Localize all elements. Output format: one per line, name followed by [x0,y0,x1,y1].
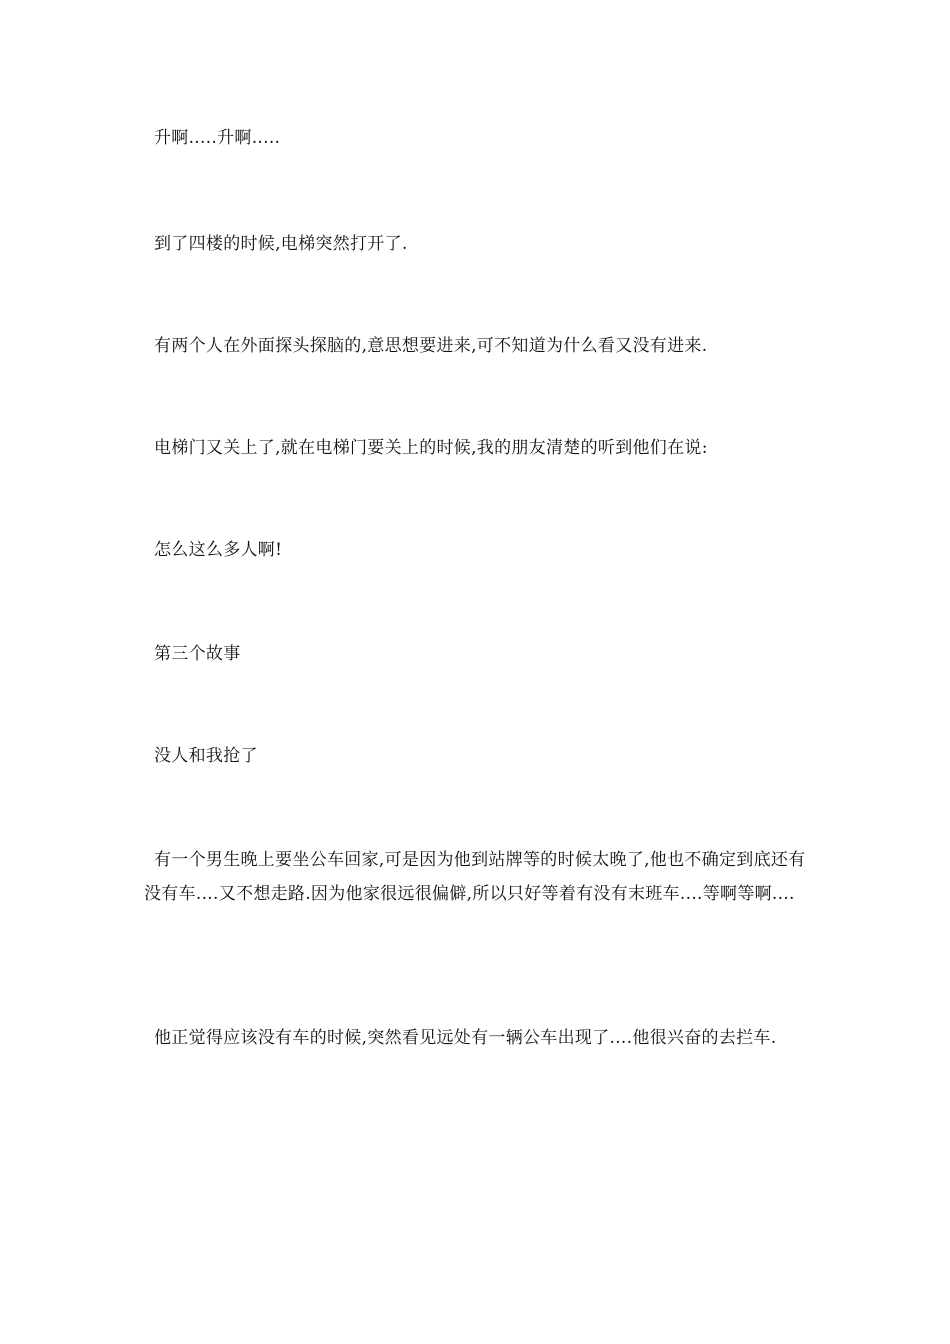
paragraph [144,533,809,567]
paragraph-text: 电梯门又关上了,就在电梯门要关上的时候,我的朋友清楚的听到他们在说: [154,438,708,458]
paragraph [144,1021,809,1055]
paragraph-text: 升啊.....升啊..... [154,128,281,148]
story-title-text: 没人和我抢了 [154,746,258,766]
paragraph [144,121,809,155]
paragraph-text: 有一个男生晚上要坐公车回家,可是因为他到站牌等的时候太晚了,他也不确定到底还有没有车....又不想走路.因为他家很远很偏僻,所以只好等着有没有末班车....等啊等啊.... [144,850,806,904]
paragraph [144,329,809,363]
section-heading [144,637,809,671]
paragraph-text: 有两个人在外面探头探脑的,意思想要进来,可不知道为什么看又没有进来. [154,336,708,356]
story-title [144,739,809,773]
paragraph-text: 怎么这么多人啊! [154,540,283,560]
paragraph [144,431,809,465]
paragraph-text: 他正觉得应该没有车的时候,突然看见远处有一辆公车出现了....他很兴奋的去拦车. [154,1028,777,1048]
paragraph [144,843,809,911]
paragraph-text: 到了四楼的时候,电梯突然打开了. [154,234,408,254]
paragraph [144,227,809,261]
section-heading-text: 第三个故事 [154,644,241,664]
